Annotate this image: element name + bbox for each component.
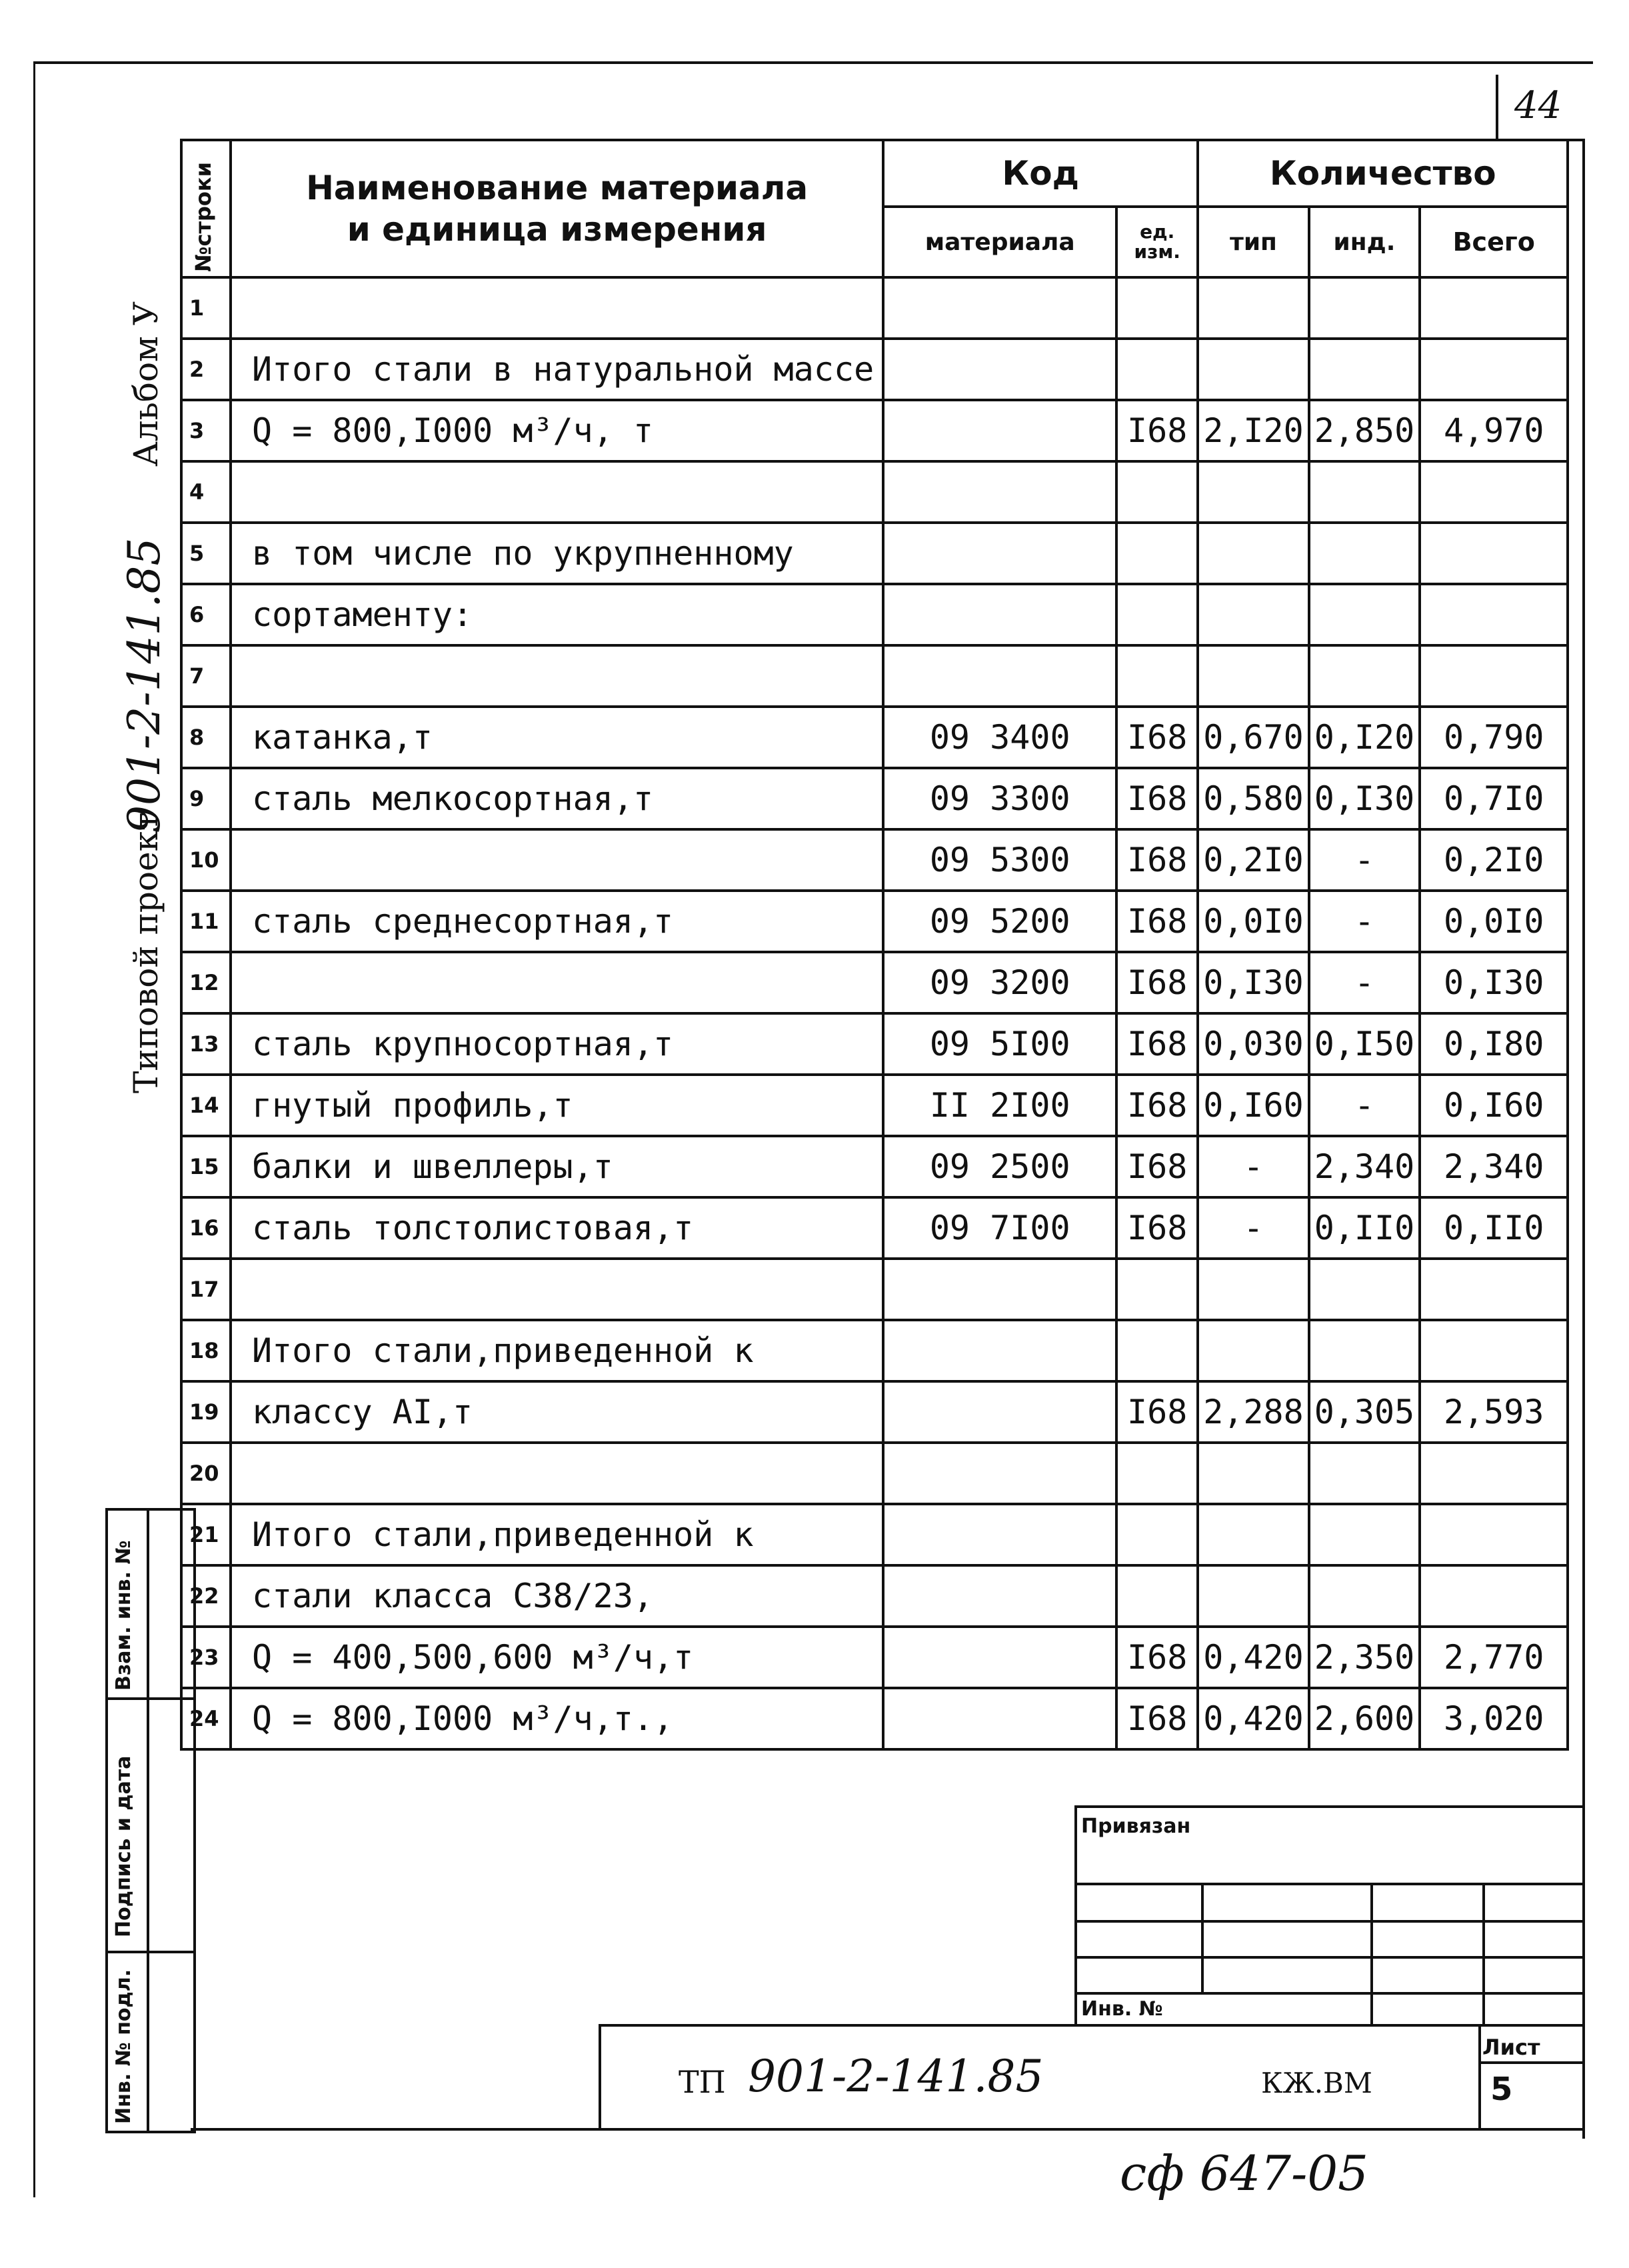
material-code-cell: 09 5I00 (883, 1013, 1116, 1075)
quantity-type-cell (1198, 1443, 1309, 1504)
row-number-cell: 8 (181, 707, 231, 768)
album-label: Альбом У (127, 301, 165, 467)
header-row-number: №строки (181, 140, 231, 277)
table-row (181, 768, 1568, 829)
material-name-cell (231, 277, 883, 339)
quantity-type-cell: - (1198, 1197, 1309, 1259)
privyazan-block (1074, 1805, 1585, 2027)
quantity-total-cell: 0,0I0 (1420, 891, 1568, 952)
unit-code-cell (1116, 277, 1198, 339)
unit-code-cell: I68 (1116, 1075, 1198, 1136)
material-name-cell: Итого стали,приведенной к (231, 1504, 883, 1565)
row-number-cell: 20 (181, 1443, 231, 1504)
material-code-cell: 09 2500 (883, 1136, 1116, 1197)
material-name-cell: катанка,т (231, 707, 883, 768)
quantity-type-cell (1198, 1565, 1309, 1627)
quantity-ind-cell (1309, 277, 1420, 339)
quantity-type-cell: 0,580 (1198, 768, 1309, 829)
mark-kzh-vm: КЖ.ВМ (1261, 2067, 1372, 2099)
row-number-cell: 12 (181, 952, 231, 1013)
material-code-cell (883, 1259, 1116, 1320)
material-name-cell: Q = 400,500,600 м³/ч,т (231, 1627, 883, 1688)
material-name-cell (231, 829, 883, 891)
unit-code-cell: I68 (1116, 1381, 1198, 1443)
project-label: Типовой проект (127, 812, 165, 1093)
quantity-total-cell: 0,7I0 (1420, 768, 1568, 829)
material-code-cell (883, 461, 1116, 523)
corner-sheet-number: 44 (1514, 84, 1562, 127)
quantity-type-cell: 2,288 (1198, 1381, 1309, 1443)
list-number: 5 (1490, 2071, 1513, 2108)
table-row (181, 952, 1568, 1013)
quantity-type-cell: 0,0I0 (1198, 891, 1309, 952)
top-border-line (33, 61, 1593, 64)
tp-number-handwritten: 901-2-141.85 (748, 2051, 1044, 2102)
row-number-cell: 23 (181, 1627, 231, 1688)
material-code-cell (883, 1320, 1116, 1381)
project-number-handwritten: 901-2-141.85 (119, 537, 170, 833)
quantity-ind-cell (1309, 584, 1420, 645)
quantity-ind-cell (1309, 1443, 1420, 1504)
row-number-cell: 11 (181, 891, 231, 952)
quantity-type-cell: 0,420 (1198, 1627, 1309, 1688)
unit-code-cell (1116, 339, 1198, 400)
quantity-type-cell (1198, 645, 1309, 707)
unit-code-cell: I68 (1116, 829, 1198, 891)
bottom-handwritten-note: сф 647-05 (1120, 2145, 1368, 2201)
table-row (181, 523, 1568, 584)
quantity-total-cell (1420, 1565, 1568, 1627)
quantity-type-cell (1198, 339, 1309, 400)
row-number-cell: 13 (181, 1013, 231, 1075)
quantity-type-cell (1198, 277, 1309, 339)
table-row (181, 1197, 1568, 1259)
inv-podl-label: Инв. № подл. (112, 1969, 135, 2124)
quantity-type-cell: - (1198, 1136, 1309, 1197)
vzam-inv-label: Взам. инв. № (112, 1540, 135, 1691)
unit-code-cell (1116, 1504, 1198, 1565)
header-type: тип (1198, 207, 1309, 277)
row-number-cell: 2 (181, 339, 231, 400)
table-row (181, 1136, 1568, 1197)
row-number-cell: 14 (181, 1075, 231, 1136)
quantity-type-cell (1198, 1320, 1309, 1381)
quantity-total-cell: 0,I60 (1420, 1075, 1568, 1136)
row-number-cell: 22 (181, 1565, 231, 1627)
quantity-ind-cell: 0,305 (1309, 1381, 1420, 1443)
material-name-cell: гнутый профиль,т (231, 1075, 883, 1136)
quantity-ind-cell: 0,I50 (1309, 1013, 1420, 1075)
corner-number-box (1496, 75, 1584, 141)
material-code-cell: 09 5300 (883, 829, 1116, 891)
quantity-total-cell (1420, 584, 1568, 645)
table-row (181, 1504, 1568, 1565)
row-number-cell: 3 (181, 400, 231, 461)
row-number-cell: 15 (181, 1136, 231, 1197)
material-code-cell (883, 400, 1116, 461)
quantity-ind-cell (1309, 1320, 1420, 1381)
unit-code-cell (1116, 1443, 1198, 1504)
quantity-type-cell (1198, 461, 1309, 523)
quantity-ind-cell: 0,I20 (1309, 707, 1420, 768)
unit-code-cell: I68 (1116, 1688, 1198, 1749)
material-code-cell (883, 1627, 1116, 1688)
quantity-total-cell (1420, 1504, 1568, 1565)
quantity-total-cell (1420, 1320, 1568, 1381)
table-row (181, 277, 1568, 339)
quantity-type-cell: 0,I60 (1198, 1075, 1309, 1136)
row-number-cell: 24 (181, 1688, 231, 1749)
material-code-cell (883, 584, 1116, 645)
quantity-ind-cell (1309, 1565, 1420, 1627)
quantity-type-cell (1198, 523, 1309, 584)
header-ind: инд. (1309, 207, 1420, 277)
table-row (181, 1688, 1568, 1749)
quantity-type-cell (1198, 1259, 1309, 1320)
quantity-total-cell: 0,790 (1420, 707, 1568, 768)
material-code-cell (883, 1381, 1116, 1443)
quantity-type-cell (1198, 584, 1309, 645)
quantity-total-cell: 3,020 (1420, 1688, 1568, 1749)
unit-code-cell (1116, 461, 1198, 523)
row-number-cell: 1 (181, 277, 231, 339)
material-code-cell: 09 3400 (883, 707, 1116, 768)
quantity-ind-cell: 2,850 (1309, 400, 1420, 461)
quantity-ind-cell: - (1309, 891, 1420, 952)
row-number-cell: 4 (181, 461, 231, 523)
list-label: Лист (1482, 2035, 1540, 2060)
material-code-cell (883, 277, 1116, 339)
left-margin-line (33, 64, 35, 2197)
material-name-cell: сталь мелкосортная,т (231, 768, 883, 829)
table-row (181, 1565, 1568, 1627)
quantity-total-cell (1420, 461, 1568, 523)
quantity-ind-cell (1309, 1259, 1420, 1320)
material-code-cell: 09 3200 (883, 952, 1116, 1013)
quantity-type-cell (1198, 1504, 1309, 1565)
header-quantity: Количество (1198, 140, 1568, 207)
podpis-data-label: Подпись и дата (112, 1755, 135, 1937)
header-unit: ед. изм. (1116, 207, 1198, 277)
table-row (181, 584, 1568, 645)
material-name-cell: сталь среднесортная,т (231, 891, 883, 952)
unit-code-cell: I68 (1116, 1136, 1198, 1197)
row-number-cell: 9 (181, 768, 231, 829)
row-number-cell: 7 (181, 645, 231, 707)
row-number-cell: 19 (181, 1381, 231, 1443)
quantity-total-cell (1420, 645, 1568, 707)
unit-code-cell: I68 (1116, 707, 1198, 768)
unit-code-cell (1116, 1259, 1198, 1320)
unit-code-cell: I68 (1116, 891, 1198, 952)
quantity-type-cell: 2,I20 (1198, 400, 1309, 461)
row-number-cell: 18 (181, 1320, 231, 1381)
header-code: Код (883, 140, 1198, 207)
quantity-total-cell: 0,I80 (1420, 1013, 1568, 1075)
material-code-cell (883, 1443, 1116, 1504)
header-material: материала (883, 207, 1116, 277)
material-name-cell (231, 645, 883, 707)
quantity-total-cell: 2,770 (1420, 1627, 1568, 1688)
table-row (181, 1259, 1568, 1320)
privyazan-label: Привязан (1081, 1815, 1191, 1838)
quantity-ind-cell (1309, 461, 1420, 523)
material-code-cell (883, 523, 1116, 584)
quantity-total-cell (1420, 277, 1568, 339)
material-name-cell: балки и швеллеры,т (231, 1136, 883, 1197)
unit-code-cell (1116, 645, 1198, 707)
inv-no-label: Инв. № (1081, 1997, 1163, 2021)
quantity-ind-cell: - (1309, 1075, 1420, 1136)
quantity-ind-cell: 0,II0 (1309, 1197, 1420, 1259)
quantity-total-cell: 4,970 (1420, 400, 1568, 461)
quantity-total-cell: 2,340 (1420, 1136, 1568, 1197)
material-code-cell: II 2I00 (883, 1075, 1116, 1136)
material-name-cell (231, 1259, 883, 1320)
unit-code-cell: I68 (1116, 1197, 1198, 1259)
material-code-cell: 09 3300 (883, 768, 1116, 829)
quantity-ind-cell: - (1309, 952, 1420, 1013)
quantity-total-cell: 2,593 (1420, 1381, 1568, 1443)
quantity-total-cell (1420, 523, 1568, 584)
quantity-type-cell: 0,2I0 (1198, 829, 1309, 891)
quantity-ind-cell: 2,350 (1309, 1627, 1420, 1688)
unit-code-cell: I68 (1116, 1627, 1198, 1688)
material-code-cell (883, 1565, 1116, 1627)
material-name-cell: Итого стали в натуральной массе (231, 339, 883, 400)
material-name-cell: сталь крупносортная,т (231, 1013, 883, 1075)
quantity-type-cell: 0,670 (1198, 707, 1309, 768)
quantity-total-cell: 0,2I0 (1420, 829, 1568, 891)
title-block (599, 2024, 1585, 2131)
row-number-cell: 17 (181, 1259, 231, 1320)
quantity-type-cell: 0,420 (1198, 1688, 1309, 1749)
table-row (181, 1627, 1568, 1688)
table-row (181, 707, 1568, 768)
quantity-ind-cell (1309, 645, 1420, 707)
quantity-total-cell: 0,I30 (1420, 952, 1568, 1013)
material-name-cell: сортаменту: (231, 584, 883, 645)
material-code-cell: 09 7I00 (883, 1197, 1116, 1259)
table-row (181, 645, 1568, 707)
unit-code-cell: I68 (1116, 400, 1198, 461)
quantity-ind-cell: - (1309, 829, 1420, 891)
material-name-cell: сталь толстолистовая,т (231, 1197, 883, 1259)
table-row (181, 461, 1568, 523)
quantity-ind-cell (1309, 339, 1420, 400)
quantity-total-cell (1420, 1443, 1568, 1504)
quantity-ind-cell (1309, 523, 1420, 584)
unit-code-cell (1116, 584, 1198, 645)
left-approval-strip (105, 1508, 196, 2133)
material-code-cell: 09 5200 (883, 891, 1116, 952)
material-name-cell: классу AI,т (231, 1381, 883, 1443)
quantity-total-cell: 0,II0 (1420, 1197, 1568, 1259)
row-number-cell: 6 (181, 584, 231, 645)
material-name-cell (231, 461, 883, 523)
unit-code-cell: I68 (1116, 768, 1198, 829)
quantity-type-cell: 0,I30 (1198, 952, 1309, 1013)
material-code-cell (883, 1688, 1116, 1749)
unit-code-cell (1116, 1565, 1198, 1627)
table-row (181, 1013, 1568, 1075)
material-name-cell (231, 1443, 883, 1504)
table-row (181, 891, 1568, 952)
quantity-total-cell (1420, 1259, 1568, 1320)
table-row (181, 1075, 1568, 1136)
table-row (181, 1320, 1568, 1381)
material-name-cell (231, 952, 883, 1013)
header-name: Наименование материала и единица измерения (231, 140, 883, 277)
material-name-cell: Итого стали,приведенной к (231, 1320, 883, 1381)
material-code-cell (883, 1504, 1116, 1565)
table-row (181, 1381, 1568, 1443)
header-total: Всего (1420, 207, 1568, 277)
unit-code-cell: I68 (1116, 1013, 1198, 1075)
material-name-cell: Q = 800,I000 м³/ч, т (231, 400, 883, 461)
material-name-cell: в том числе по укрупненному (231, 523, 883, 584)
row-number-cell: 5 (181, 523, 231, 584)
material-name-cell: стали класса С38/23, (231, 1565, 883, 1627)
material-name-cell: Q = 800,I000 м³/ч,т., (231, 1688, 883, 1749)
quantity-ind-cell (1309, 1504, 1420, 1565)
unit-code-cell (1116, 523, 1198, 584)
unit-code-cell (1116, 1320, 1198, 1381)
row-number-cell: 21 (181, 1504, 231, 1565)
quantity-ind-cell: 2,340 (1309, 1136, 1420, 1197)
material-code-cell (883, 645, 1116, 707)
row-number-cell: 10 (181, 829, 231, 891)
tp-prefix: ТП (679, 2064, 726, 2100)
table-row (181, 829, 1568, 891)
materials-table (180, 139, 1569, 1751)
table-row (181, 400, 1568, 461)
table-row (181, 339, 1568, 400)
quantity-type-cell: 0,030 (1198, 1013, 1309, 1075)
quantity-ind-cell: 0,I30 (1309, 768, 1420, 829)
quantity-ind-cell: 2,600 (1309, 1688, 1420, 1749)
table-row (181, 1443, 1568, 1504)
material-code-cell (883, 339, 1116, 400)
row-number-cell: 16 (181, 1197, 231, 1259)
unit-code-cell: I68 (1116, 952, 1198, 1013)
quantity-total-cell (1420, 339, 1568, 400)
